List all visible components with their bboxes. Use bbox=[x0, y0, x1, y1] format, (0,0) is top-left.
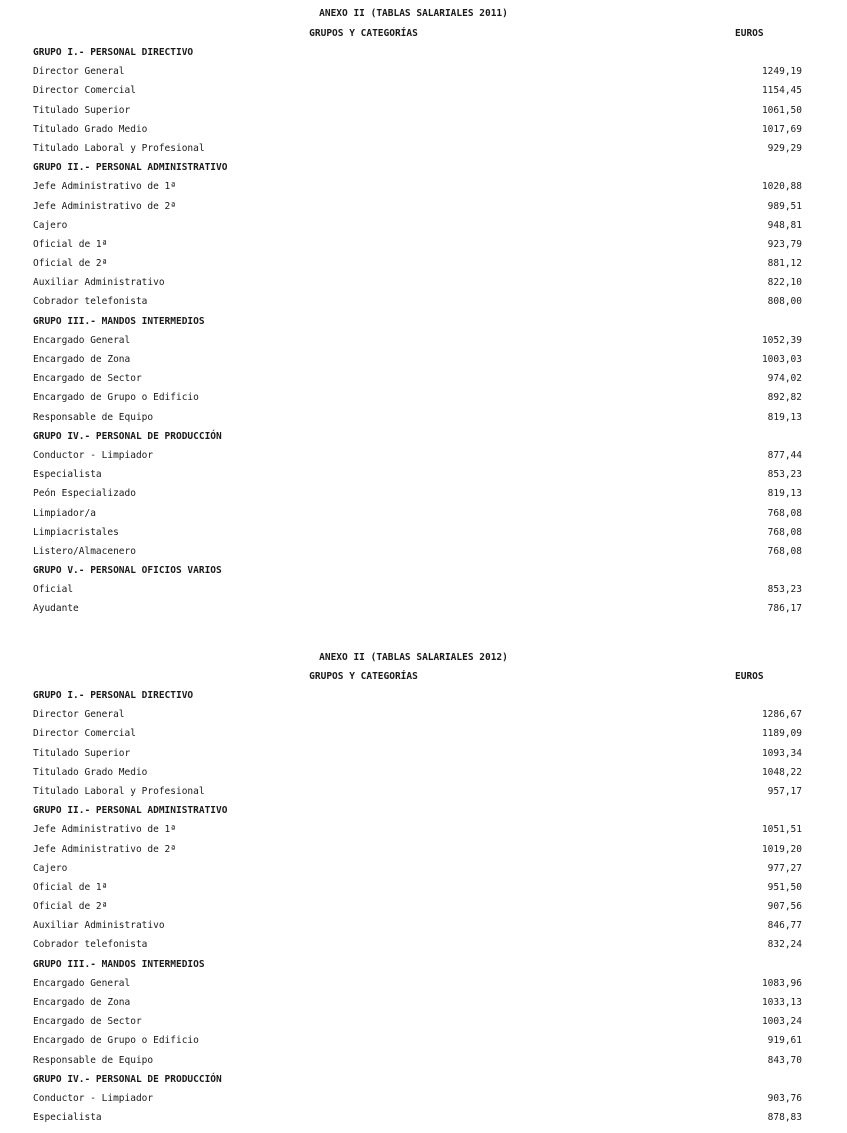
salary-value: 1189,09 bbox=[761, 728, 802, 740]
salary-value: 843,70 bbox=[767, 1054, 802, 1066]
group-heading-row bbox=[0, 427, 847, 446]
table-row bbox=[0, 523, 847, 542]
table-row bbox=[0, 504, 847, 523]
salary-value: 974,02 bbox=[767, 373, 802, 385]
salary-value: 903,76 bbox=[767, 1092, 802, 1104]
category-label: Cajero bbox=[33, 862, 68, 874]
group-heading-row bbox=[0, 686, 847, 705]
category-label: Director General bbox=[33, 66, 125, 78]
table-row bbox=[0, 1108, 847, 1127]
table-row bbox=[0, 446, 847, 465]
group-heading: GRUPO III.- MANDOS INTERMEDIOS bbox=[33, 315, 205, 327]
salary-value: 832,24 bbox=[767, 939, 802, 951]
category-label: Titulado Superior bbox=[33, 104, 131, 116]
salary-value: 1286,67 bbox=[761, 709, 802, 721]
category-label: Cobrador telefonista bbox=[33, 939, 148, 951]
table-row bbox=[0, 484, 847, 503]
salary-value: 1061,50 bbox=[761, 104, 802, 116]
salary-value: 1048,22 bbox=[761, 766, 802, 778]
group-heading-row bbox=[0, 561, 847, 580]
salary-value: 853,23 bbox=[767, 584, 802, 596]
salary-value: 768,08 bbox=[767, 545, 802, 557]
salary-value: 881,12 bbox=[767, 258, 802, 270]
category-label: Director Comercial bbox=[33, 85, 136, 97]
salary-value: 819,13 bbox=[767, 488, 802, 500]
category-label: Oficial bbox=[33, 584, 74, 596]
table-row bbox=[0, 273, 847, 292]
table-row bbox=[0, 216, 847, 235]
salary-value: 1033,13 bbox=[761, 997, 802, 1008]
group-heading-row bbox=[0, 955, 847, 974]
category-label: Conductor - Limpiador bbox=[33, 1092, 154, 1104]
table-row bbox=[0, 1012, 847, 1031]
salary-value: 989,51 bbox=[767, 200, 802, 212]
salary-value: 957,17 bbox=[767, 785, 802, 797]
category-label: Encargado General bbox=[33, 334, 131, 346]
header-euros: EUROS bbox=[735, 671, 764, 682]
salary-value: 1019,20 bbox=[761, 843, 802, 855]
category-label: Jefe Administrativo de 2ª bbox=[33, 200, 176, 212]
group-heading: GRUPO I.- PERSONAL DIRECTIVO bbox=[33, 690, 194, 701]
table-row bbox=[0, 408, 847, 427]
table-title: ANEXO II (TABLAS SALARIALES 2012) bbox=[319, 652, 508, 663]
table-row bbox=[0, 1089, 847, 1108]
category-label: Encargado de Grupo o Edificio bbox=[33, 392, 199, 404]
table-row bbox=[0, 139, 847, 158]
category-label: Titulado Laboral y Profesional bbox=[33, 785, 205, 797]
table-row bbox=[0, 878, 847, 897]
table-rows bbox=[0, 43, 847, 619]
table-row bbox=[0, 331, 847, 350]
group-heading: GRUPO IV.- PERSONAL DE PRODUCCIÓN bbox=[33, 1073, 222, 1085]
salary-value: 768,08 bbox=[767, 526, 802, 538]
table-row bbox=[0, 350, 847, 369]
salary-value: 786,17 bbox=[767, 603, 802, 615]
salary-value: 877,44 bbox=[767, 449, 802, 461]
salary-value: 1249,19 bbox=[761, 66, 802, 78]
category-label: Jefe Administrativo de 1ª bbox=[33, 181, 176, 193]
table-header bbox=[0, 667, 847, 686]
group-heading-row bbox=[0, 1070, 847, 1089]
table-row bbox=[0, 1031, 847, 1050]
group-heading-row bbox=[0, 158, 847, 177]
salary-value: 878,83 bbox=[767, 1112, 802, 1124]
salary-value: 822,10 bbox=[767, 277, 802, 289]
category-label: Responsable de Equipo bbox=[33, 411, 154, 423]
table-row bbox=[0, 820, 847, 839]
salary-value: 1083,96 bbox=[761, 977, 802, 989]
salary-value: 948,81 bbox=[767, 219, 802, 231]
salary-value: 853,23 bbox=[767, 469, 802, 481]
group-heading: GRUPO III.- MANDOS INTERMEDIOS bbox=[33, 958, 205, 970]
category-label: Conductor - Limpiador bbox=[33, 449, 154, 461]
salary-value: 1052,39 bbox=[761, 334, 802, 346]
table-row bbox=[0, 254, 847, 273]
table-row bbox=[0, 580, 847, 599]
category-label: Auxiliar Administrativo bbox=[33, 277, 165, 289]
salary-value: 1020,88 bbox=[761, 181, 802, 193]
category-label: Responsable de Equipo bbox=[33, 1054, 154, 1066]
category-label: Oficial de 2ª bbox=[33, 258, 108, 270]
table-header bbox=[0, 24, 847, 43]
salary-value: 846,77 bbox=[767, 920, 802, 932]
category-label: Especialista bbox=[33, 1112, 102, 1124]
category-label: Ayudante bbox=[33, 603, 79, 615]
table-row bbox=[0, 120, 847, 139]
table-row bbox=[0, 235, 847, 254]
category-label: Limpiador/a bbox=[33, 507, 96, 519]
table-row bbox=[0, 101, 847, 120]
salary-value: 1003,24 bbox=[761, 1016, 802, 1028]
table-row bbox=[0, 177, 847, 196]
salary-value: 1017,69 bbox=[761, 123, 802, 135]
table-row bbox=[0, 840, 847, 859]
category-label: Titulado Grado Medio bbox=[33, 766, 148, 778]
table-row bbox=[0, 859, 847, 878]
salary-value: 892,82 bbox=[767, 392, 802, 404]
salary-value: 951,50 bbox=[767, 881, 802, 893]
header-groups-categories: GRUPOS Y CATEGORÍAS bbox=[309, 28, 418, 39]
salary-value: 768,08 bbox=[767, 507, 802, 519]
category-label: Auxiliar Administrativo bbox=[33, 920, 165, 932]
category-label: Cajero bbox=[33, 219, 68, 231]
group-heading-row bbox=[0, 801, 847, 820]
table-row bbox=[0, 763, 847, 782]
category-label: Especialista bbox=[33, 469, 102, 481]
category-label: Encargado de Sector bbox=[33, 1016, 142, 1028]
salary-value: 1154,45 bbox=[761, 85, 802, 97]
category-label: Encargado de Sector bbox=[33, 373, 142, 385]
table-row bbox=[0, 81, 847, 100]
table-row bbox=[0, 62, 847, 81]
group-heading: GRUPO V.- PERSONAL OFICIOS VARIOS bbox=[33, 565, 222, 577]
category-label: Encargado General bbox=[33, 977, 131, 989]
table-row bbox=[0, 292, 847, 311]
table-row bbox=[0, 542, 847, 561]
salary-value: 977,27 bbox=[767, 862, 802, 874]
category-label: Encargado de Zona bbox=[33, 354, 131, 365]
category-label: Jefe Administrativo de 1ª bbox=[33, 824, 176, 836]
salary-value: 1051,51 bbox=[761, 824, 802, 836]
header-groups-categories: GRUPOS Y CATEGORÍAS bbox=[309, 671, 418, 682]
group-heading: GRUPO II.- PERSONAL ADMINISTRATIVO bbox=[33, 162, 228, 174]
category-label: Titulado Superior bbox=[33, 747, 131, 759]
salary-value: 1093,34 bbox=[761, 747, 802, 759]
category-label: Encargado de Grupo o Edificio bbox=[33, 1035, 199, 1047]
table-row bbox=[0, 1051, 847, 1070]
category-label: Cobrador telefonista bbox=[33, 296, 148, 308]
table-row bbox=[0, 916, 847, 935]
salary-value: 819,13 bbox=[767, 411, 802, 423]
table-row bbox=[0, 705, 847, 724]
category-label: Peón Especializado bbox=[33, 488, 136, 500]
category-label: Limpiacristales bbox=[33, 526, 119, 538]
table-row bbox=[0, 724, 847, 743]
salary-value: 923,79 bbox=[767, 238, 802, 250]
category-label: Oficial de 1ª bbox=[33, 881, 108, 893]
salary-value: 1003,03 bbox=[761, 354, 802, 365]
table-row bbox=[0, 935, 847, 954]
category-label: Jefe Administrativo de 2ª bbox=[33, 843, 176, 855]
table-row bbox=[0, 388, 847, 407]
table-row bbox=[0, 599, 847, 618]
group-heading-row bbox=[0, 43, 847, 62]
category-label: Listero/Almacenero bbox=[33, 545, 136, 557]
group-heading: GRUPO IV.- PERSONAL DE PRODUCCIÓN bbox=[33, 430, 222, 442]
salary-value: 808,00 bbox=[767, 296, 802, 308]
group-heading-row bbox=[0, 312, 847, 331]
table-row bbox=[0, 974, 847, 993]
category-label: Director General bbox=[33, 709, 125, 721]
table-rows bbox=[0, 686, 847, 1127]
table-title: ANEXO II (TABLAS SALARIALES 2011) bbox=[319, 8, 508, 19]
category-label: Oficial de 1ª bbox=[33, 238, 108, 250]
table-row bbox=[0, 993, 847, 1012]
header-euros: EUROS bbox=[735, 28, 764, 39]
category-label: Encargado de Zona bbox=[33, 997, 131, 1008]
table-row bbox=[0, 782, 847, 801]
category-label: Titulado Grado Medio bbox=[33, 123, 148, 135]
table-row bbox=[0, 369, 847, 388]
table-row bbox=[0, 197, 847, 216]
category-label: Oficial de 2ª bbox=[33, 901, 108, 913]
category-label: Director Comercial bbox=[33, 728, 136, 740]
group-heading: GRUPO II.- PERSONAL ADMINISTRATIVO bbox=[33, 805, 228, 817]
table-row bbox=[0, 465, 847, 484]
table-row bbox=[0, 897, 847, 916]
salary-value: 907,56 bbox=[767, 901, 802, 913]
salary-value: 919,61 bbox=[767, 1035, 802, 1047]
category-label: Titulado Laboral y Profesional bbox=[33, 142, 205, 154]
group-heading: GRUPO I.- PERSONAL DIRECTIVO bbox=[33, 47, 194, 58]
salary-value: 929,29 bbox=[767, 142, 802, 154]
table-row bbox=[0, 744, 847, 763]
